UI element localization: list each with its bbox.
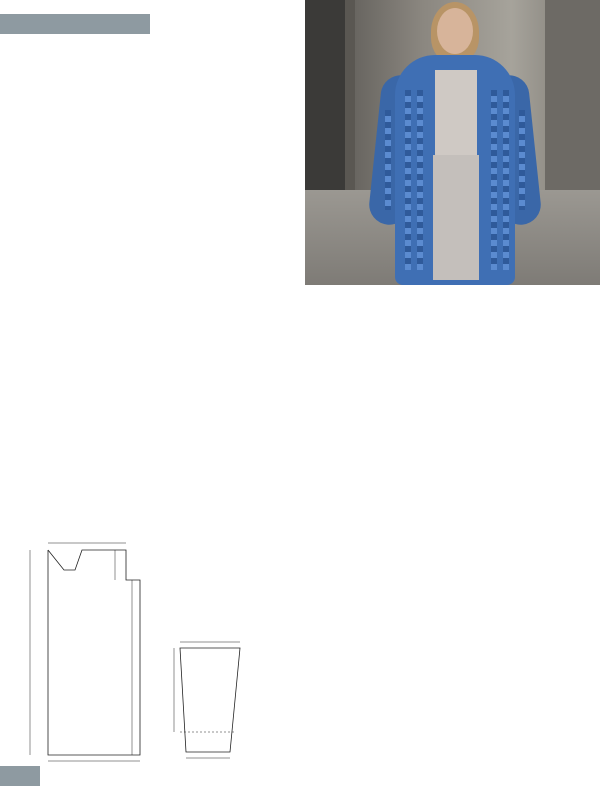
sleeve-schematic — [170, 640, 260, 770]
model-photo — [305, 0, 600, 285]
chart-c-grid — [306, 702, 426, 742]
page-number — [0, 766, 40, 786]
body-schematic — [20, 535, 170, 765]
chart-a-grid — [306, 555, 386, 630]
section-banner — [0, 14, 150, 34]
chart-b-grid — [306, 651, 376, 681]
